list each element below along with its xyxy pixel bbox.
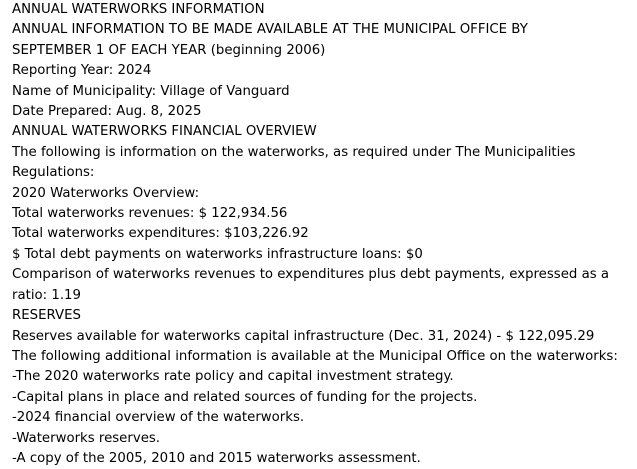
financial-overview-heading: ANNUAL WATERWORKS FINANCIAL OVERVIEW — [12, 124, 317, 140]
additional-info-intro: The following additional information is available at the Municipal Office on the waterworks: — [12, 348, 618, 364]
list-item: -2024 financial overview of the waterworks. — [12, 410, 305, 426]
reserves-heading: RESERVES — [12, 308, 81, 324]
document-title: ANNUAL WATERWORKS INFORMATION — [12, 2, 265, 17]
overview-heading: 2020 Waterworks Overview: — [12, 185, 200, 201]
revenue-ratio: Comparison of waterworks revenues to expenditures plus debt payments, expressed as a ratio: 1.19 — [12, 267, 610, 303]
intro-paragraph: The following is information on the waterworks, as required under The Municipalities Regulations: — [12, 144, 576, 181]
municipality-name: Name of Municipality: Village of Vanguard — [12, 83, 290, 99]
reserves-available: Reserves available for waterworks capital infrastructure (Dec. 31, 2024) - $ 122,095.29 — [12, 328, 595, 344]
reporting-year: Reporting Year: 2024 — [12, 63, 152, 79]
total-debt-payments: $ Total debt payments on waterworks infrastructure loans: $0 — [12, 246, 423, 262]
list-item: -A copy of the 2005, 2010 and 2015 waterworks assessment. — [12, 450, 421, 466]
availability-notice: ANNUAL INFORMATION TO BE MADE AVAILABLE AT THE MUNICIPAL OFFICE BY SEPTEMBER 1 OF EACH YEAR (beginning 2006) — [12, 22, 528, 58]
waterworks-document — [12, 0, 632, 469]
list-item: -The 2020 waterworks rate policy and capital investment strategy. — [12, 369, 454, 385]
total-revenues: Total waterworks revenues: $ 122,934.56 — [12, 206, 288, 222]
list-item: -Capital plans in place and related sources of funding for the projects. — [12, 389, 478, 405]
total-expenditures: Total waterworks expenditures: $103,226.92 — [12, 226, 309, 242]
date-prepared: Date Prepared: Aug. 8, 2025 — [12, 104, 202, 120]
list-item: -Waterworks reserves. — [12, 430, 161, 446]
